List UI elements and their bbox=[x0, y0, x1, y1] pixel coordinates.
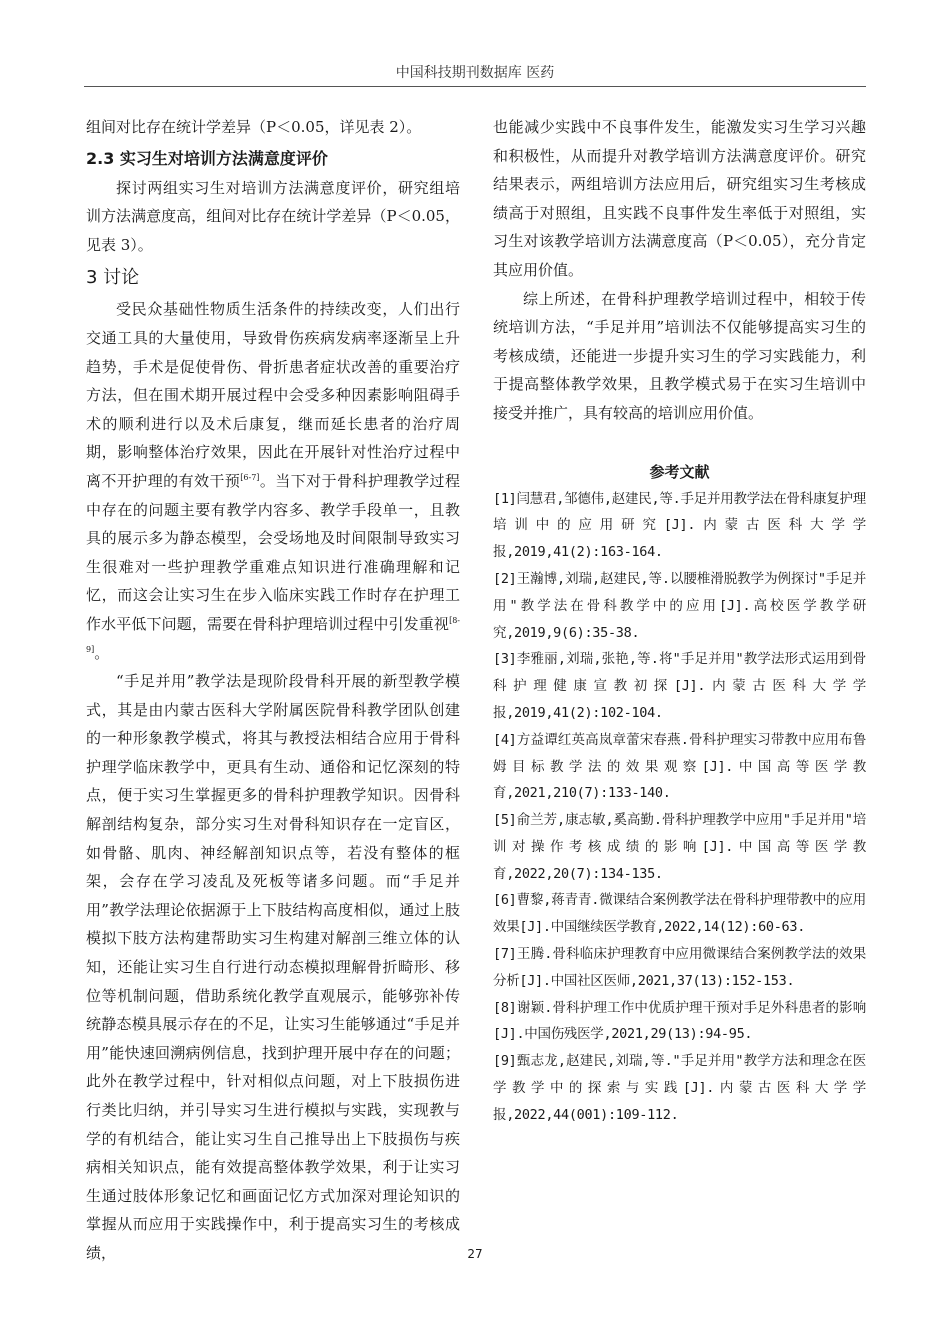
reference-item: [9]甄志龙,赵建民,刘瑞,等."手足并用"教学方法和理念在医学教学中的探索与实践[J].内蒙古医科大学学报,2022,44(001):109-112. bbox=[493, 1053, 866, 1123]
paragraph-continuation: 组间对比存在统计学差异（P＜0.05，详见表 2）。 bbox=[86, 118, 422, 136]
reference-item: [3]李雅丽,刘瑞,张艳,等.将"手足并用"教学法形式运用到骨科护理健康宣教初探[J].内蒙古医科大学学报,2019,41(2):102-104. bbox=[493, 651, 866, 721]
section-heading-2-3: 2.3 实习生对培训方法满意度评价 bbox=[86, 148, 328, 168]
text-run: 。 bbox=[94, 643, 110, 662]
reference-item: [4]方益谭红英高岚章蕾宋春燕.骨科护理实习带教中应用布鲁姆目标教学法的效果观察[J].中国高等医学教育,2021,210(7):133-140. bbox=[493, 731, 866, 802]
running-header: 中国科技期刊数据库 医药 bbox=[84, 62, 866, 87]
paragraph-discussion-2: “手足并用”教学法是现阶段骨科开展的新型教学模式，其是由内蒙古医科大学附属医院骨科教学团队创建的一种形象教学模式，将其与教授法相结合应用于骨科护理学临床教学中，更具有生动、通俗和记忆深刻的特点，便于实习生掌握更多的骨科护理教学知识。因骨科解剖结构复杂，部分实习生对骨科知识存在一定盲区，如骨骼、肌肉、神经解剖知识点等，若没有整体的框架，会存在学习凌乱及死板等诸多问题。而“手足并用”教学法理论依据源于上下肢结构高度相似，通过上肢模拟下肢方法构建帮助实习生构建对解剖三维立体的认知，还能让实习生自行进行动态模拟理解骨折畸形、移位等机制问题，借助系统化教学直观展示，能够弥补传统静态模具展示存在的不足，让实习生能够通过“手足并用”能快速回溯病例信息，找到护理开展中存在的问题；此外在教学过程中，针对相似点问题，对上下肢损伤进行类比归纳，并引导实习生进行模拟与实践，实现教与学的有机结合，能让实习生自己推导出上下肢损伤与疾病相关知识点，能有效提高整体教学效果，利于让实习生通过肢体形象记忆和画面记忆方式加深对理论知识的掌握从而应用于实践操作中，利于提高实习生的考核成绩， bbox=[86, 672, 460, 1262]
text-run: 。当下对于骨科护理教学过程中存在的问题主要有教学内容多、教学手段单一，且教具的展示多为静态模型，会受场地及时间限制导致实习生很难对一些护理教学重难点知识进行准确理解和记忆，而这会让实习生在步入临床实践工作时存在护理工作水平低下问题，需要在骨科护理培训过程中引发重视 bbox=[86, 471, 460, 633]
reference-item: [5]俞兰芳,康志敏,奚高勤.骨科护理教学中应用"手足并用"培训对操作考核成绩的影响[J].中国高等医学教育,2022,20(7):134-135. bbox=[493, 812, 866, 882]
citation-6-7: [6-7] bbox=[240, 472, 260, 482]
reference-list bbox=[493, 486, 866, 1129]
section-heading-discussion: 3 讨论 bbox=[86, 267, 140, 289]
reference-item: [2]王瀚博,刘瑞,赵建民,等.以腰椎滑脱教学为例探讨"手足并用"教学法在骨科教学中的应用[J].高校医学教学研究,2019,9(6):35-38. bbox=[493, 570, 866, 641]
left-column bbox=[86, 113, 460, 1268]
right-column bbox=[493, 113, 866, 1129]
reference-item: [7]王腾.骨科临床护理教育中应用微课结合案例教学法的效果分析[J].中国社区医师,2021,37(13):152-153. bbox=[493, 946, 866, 989]
reference-item: [6]曹黎,蒋青青.微课结合案例教学法在骨科护理带教中的应用效果[J].中国继续医学教育,2022,14(12):60-63. bbox=[493, 892, 866, 936]
citation-8-9: [8-9] bbox=[86, 615, 460, 654]
paragraph-conclusion: 综上所述，在骨科护理教学培训过程中，相较于传统培训方法，“手足并用”培训法不仅能够提高实习生的考核成绩，还能进一步提升实习生的学习实践能力，利于提高整体教学效果，且教学模式易于在实习生培训中接受并推广，具有较高的培训应用价值。 bbox=[493, 289, 866, 422]
page-number: 27 bbox=[467, 1247, 483, 1261]
references-heading: 参考文献 bbox=[649, 462, 710, 481]
paragraph-continuation-right: 也能减少实践中不良事件发生，能激发实习生学习兴趣和积极性，从而提升对教学培训方法满意度评价。研究结果表示，两组培训方法应用后，研究组实习生考核成绩高于对照组，且实践不良事件发生率低于对照组，实习生对该教学培训方法满意度高（P＜0.05），充分肯定其应用价值。 bbox=[493, 118, 866, 279]
paragraph-satisfaction: 探讨两组实习生对培训方法满意度评价，研究组培训方法满意度高，组间对比存在统计学差异（P＜0.05，见表 3）。 bbox=[86, 178, 460, 254]
reference-item: [8]谢颖.骨科护理工作中优质护理干预对手足外科患者的影响[J].中国伤残医学,2021,29(13):94-95. bbox=[493, 999, 866, 1043]
paragraph-discussion-1 bbox=[86, 295, 460, 667]
text-run: 受民众基础性物质生活条件的持续改变，人们出行交通工具的大量使用，导致骨伤疾病发病率逐渐呈上升趋势，手术是促使骨伤、骨折患者症状改善的重要治疗方法，但在围术期开展过程中会受多种因素影响阻碍手术的顺利进行以及术后康复，继而延长患者的治疗周期，影响整体治疗效果，因此在开展针对性治疗过程中离不开护理的有效干预 bbox=[86, 300, 460, 490]
reference-item: [1]闫慧君,邹德伟,赵建民,等.手足并用教学法在骨科康复护理培训中的应用研究[J].内蒙古医科大学学报,2019,41(2):163-164. bbox=[493, 490, 866, 561]
